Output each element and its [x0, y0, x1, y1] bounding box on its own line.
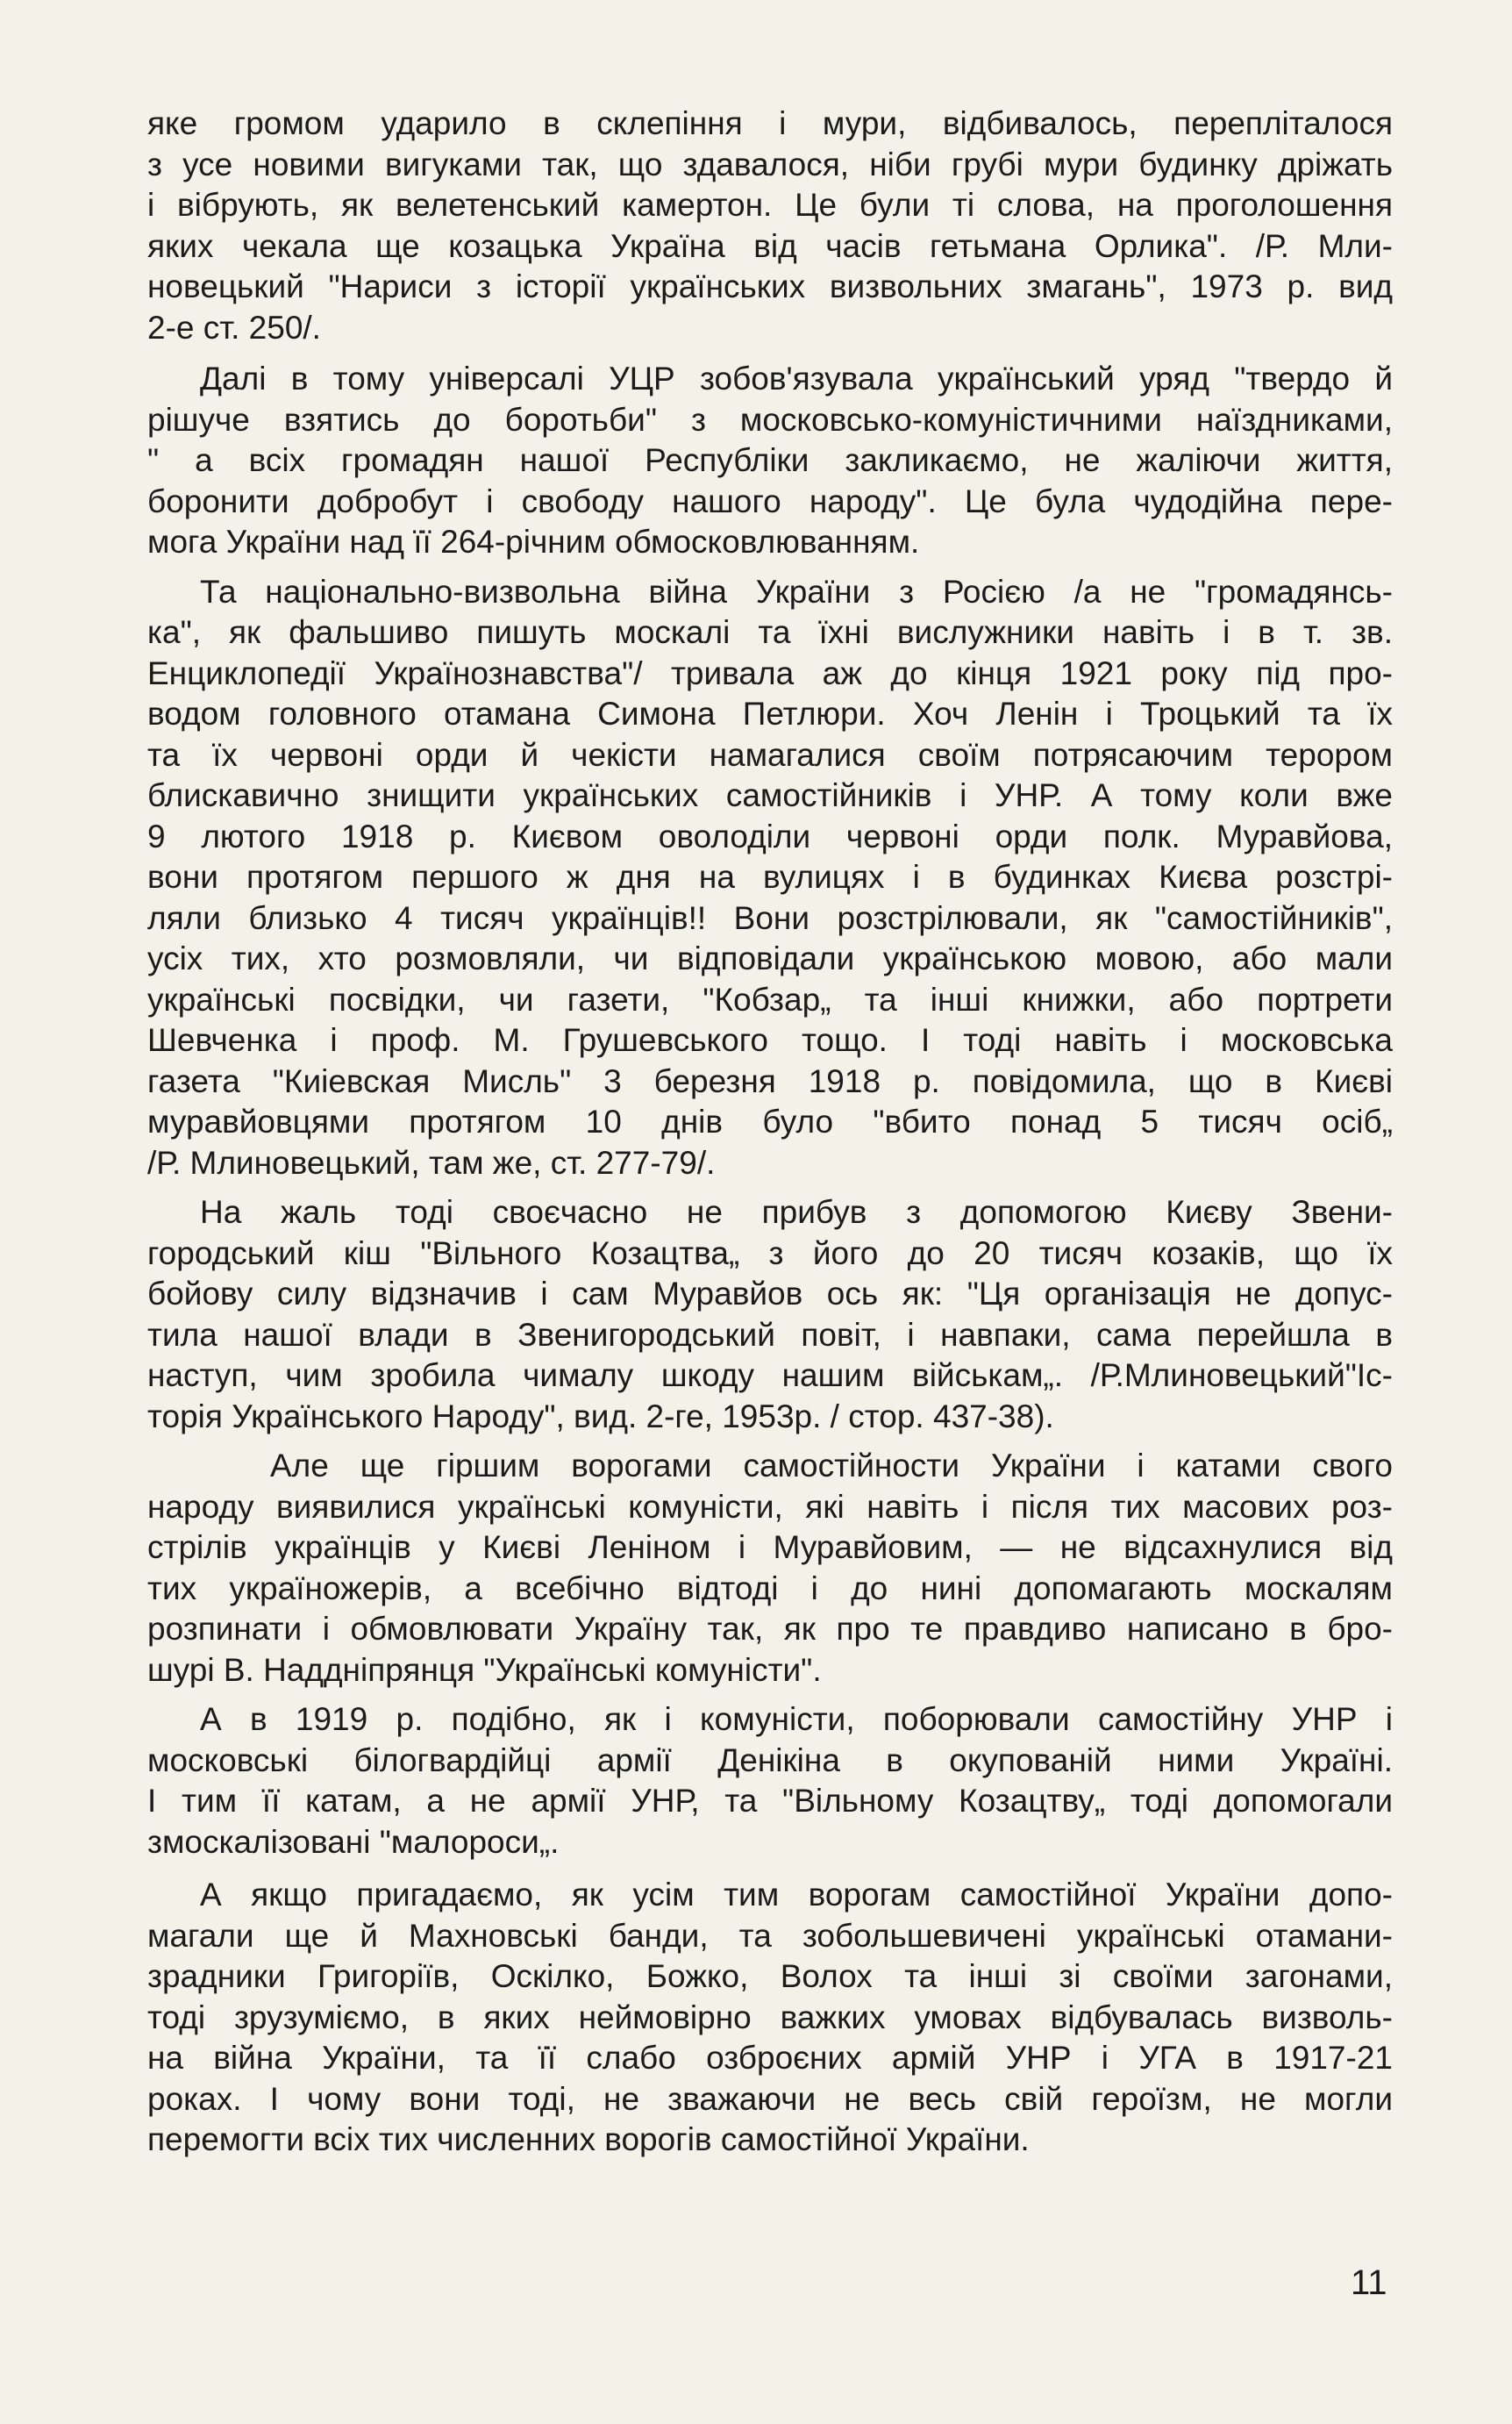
- text-line: блискавично знищити українських самостійників і УНР. А тому коли вже: [147, 777, 1393, 813]
- text-line: яке громом ударило в склепіння і мури, відбивалось, перепліталося: [147, 105, 1393, 141]
- paragraph: [147, 1875, 1393, 2161]
- text-line: Енциклопедії Українознавства"/ тривала аж до кінця 1921 року під про-: [147, 654, 1393, 691]
- paragraph: [147, 1699, 1393, 1863]
- text-line: бойову силу відзначив і сам Муравйов ось як: "Ця організація не допус-: [147, 1276, 1393, 1312]
- paragraph: [147, 359, 1393, 563]
- text-line: наступ, чим зробила чималу шкоду нашим військам„. /Р.Млиновецький"Іс-: [147, 1357, 1393, 1393]
- text-line: з усе новими вигуками так, що здавалося, ніби грубі мури будинку дріжать: [147, 146, 1393, 182]
- text-line: українські посвідки, чи газети, "Кобзар„ та інші книжки, або портрети: [147, 981, 1393, 1018]
- text-line: змоскалізовані "малороси„.: [147, 1823, 560, 1860]
- text-line: та їх червоні орди й чекісти намагалися своїм потрясаючим терором: [147, 736, 1393, 773]
- text-line: тила нашої влади в Звенигородський повіт, і навпаки, сама перейшла в: [147, 1316, 1393, 1353]
- text-line: Але ще гіршим ворогами самостійности України і катами свого: [270, 1448, 1393, 1484]
- text-line: муравйовцями протягом 10 днів було "вбито понад 5 тисяч осіб„: [147, 1104, 1393, 1140]
- text-line: шурі В. Наддніпрянця "Українські комуністи".: [147, 1651, 822, 1688]
- paragraph: [147, 572, 1393, 1184]
- text-line: /Р. Млиновецький, там же, ст. 277-79/.: [147, 1144, 716, 1181]
- text-line: 9 лютого 1918 р. Києвом оволоділи червоні орди полк. Муравйова,: [147, 818, 1393, 854]
- text-line: магали ще й Махновські банди, та зобольшевичені українські отамани-: [147, 1917, 1393, 1954]
- text-line: боронити добробут і свободу нашого народу". Це була чудодійна пере-: [147, 483, 1393, 519]
- paragraph: [147, 1192, 1393, 1437]
- text-line: московські білогвардійці армії Денікіна в окупованій ними Україні.: [147, 1741, 1393, 1778]
- text-line: На жаль тоді своєчасно не прибув з допомогою Києву Звени-: [200, 1194, 1393, 1230]
- text-line: городський кіш "Вільного Козацтва„ з його до 20 тисяч козаків, що їх: [147, 1234, 1393, 1271]
- body-text: [147, 104, 1393, 2170]
- text-line: Далі в тому універсалі УЦР зобов'язувала український уряд "твердо й: [200, 361, 1393, 397]
- text-line: Та національно-визвольна війна України з Росією /а не "громадянсь-: [200, 573, 1393, 610]
- text-line: газета "Киіевская Мисль" 3 березня 1918 р. повідомила, що в Києві: [147, 1062, 1393, 1099]
- text-line: тоді зрузуміємо, в яких неймовірно важких умовах відбувалась визволь-: [147, 1999, 1393, 2035]
- text-line: мога України над її 264-річним обмосковлюванням.: [147, 524, 920, 560]
- text-line: І тим її катам, а не армії УНР, та "Вільному Козацтву„ тоді допомогали: [147, 1783, 1393, 1819]
- text-line: торія Українського Народу", вид. 2-ге, 1953р. / стор. 437-38).: [147, 1398, 1054, 1434]
- text-line: розпинати і обмовлювати Україну так, як про те правдиво написано в бро-: [147, 1611, 1393, 1647]
- text-line: Шевченка і проф. М. Грушевського тощо. І тоді навіть і московська: [147, 1022, 1393, 1058]
- text-line: перемогти всіх тих численних ворогів самостійної України.: [147, 2121, 1030, 2157]
- text-line: " а всіх громадян нашої Республіки закликаємо, не жаліючи життя,: [147, 442, 1393, 478]
- paragraph: [147, 1446, 1393, 1691]
- text-line: ляли близько 4 тисяч українців!! Вони розстрілювали, як "самостійників",: [147, 899, 1393, 936]
- page-number: 11: [1351, 2263, 1387, 2302]
- text-line: усіх тих, хто розмовляли, чи відповідали українською мовою, або мали: [147, 940, 1393, 976]
- text-line: на війна України, та її слабо озброєних армій УНР і УГА в 1917-21: [147, 2040, 1393, 2076]
- text-line: 2-е ст. 250/.: [147, 309, 321, 346]
- text-line: новецький "Нариси з історії українських визвольних змагань", 1973 р. вид: [147, 268, 1393, 304]
- text-line: рішуче взятись до боротьби" з московсько-комуністичними наїздниками,: [147, 401, 1393, 438]
- text-line: стрілів українців у Києві Леніном і Муравйовим, — не відсахнулися від: [147, 1529, 1393, 1565]
- text-line: А якщо пригадаємо, як усім тим ворогам самостійної України допо-: [200, 1877, 1393, 1913]
- text-line: вони протягом першого ж дня на вулицях і в будинках Києва розстрі-: [147, 859, 1393, 895]
- text-line: зрадники Григоріїв, Оскілко, Божко, Волох та інші зі своїми загонами,: [147, 1958, 1393, 1994]
- text-line: роках. І чому вони тоді, не зважаючи не весь свій героїзм, не могли: [147, 2080, 1393, 2117]
- text-line: водом головного отамана Симона Петлюри. Хоч Ленін і Троцький та їх: [147, 696, 1393, 732]
- text-line: яких чекала ще козацька Україна від часів гетьмана Орлика". /Р. Мли-: [147, 227, 1393, 264]
- text-line: ка", як фальшиво пишуть москалі та їхні вислужники навіть і в т. зв.: [147, 614, 1393, 650]
- text-line: і вібрують, як велетенський камертон. Це були ті слова, на проголошення: [147, 187, 1393, 223]
- text-line: тих україножерів, а всебічно відтоді і до нині допомагають москалям: [147, 1570, 1393, 1606]
- paragraph: [147, 104, 1393, 348]
- text-line: А в 1919 р. подібно, як і комуністи, поборювали самостійну УНР і: [200, 1701, 1393, 1737]
- text-line: народу виявилися українські комуністи, які навіть і після тих масових роз-: [147, 1488, 1393, 1525]
